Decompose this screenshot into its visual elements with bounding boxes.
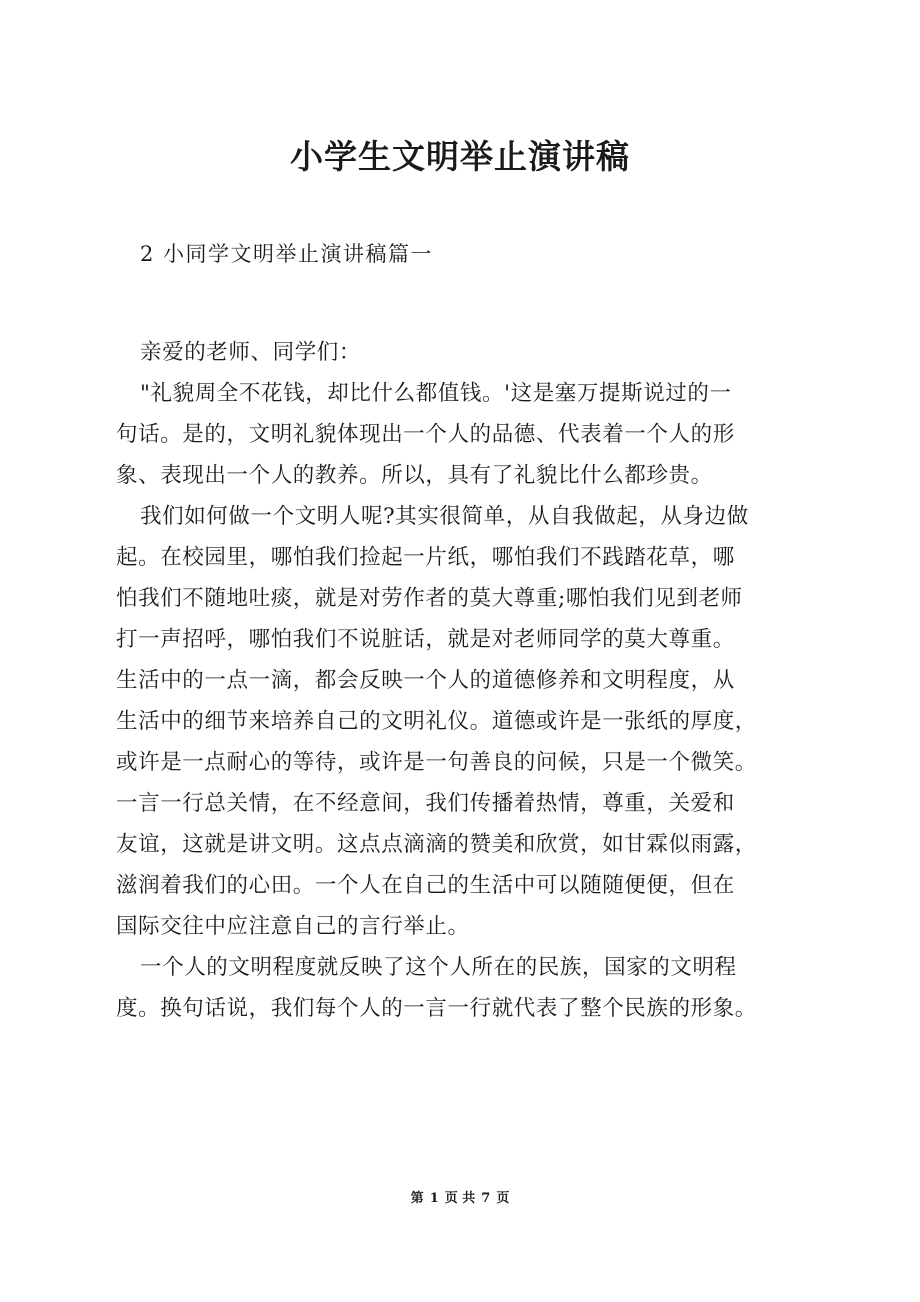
document-subtitle: 2 小同学文明举止演讲稿篇一: [140, 242, 434, 266]
body-line: 生活中的一点一滴，都会反映一个人的道德修养和文明程度，从: [116, 668, 735, 693]
footer-prefix: 第: [410, 1191, 424, 1206]
body-line: 打一声招呼，哪怕我们不说脏话，就是对老师同学的莫大尊重。: [116, 627, 735, 652]
body-line: 生活中的细节来培养自己的文明礼仪。道德或许是一张纸的厚度，: [116, 709, 757, 734]
page-footer: [0, 1188, 920, 1210]
body-line: 或许是一点耐心的等待，或许是一句善良的问候，只是一个微笑。: [116, 750, 757, 775]
body-line: 亲爱的老师、同学们：: [140, 340, 362, 365]
body-line: 我们如何做一个文明人呢?其实很简单，从自我做起，从身边做: [140, 504, 749, 529]
footer-total-pages: 7: [481, 1191, 491, 1206]
footer-middle: 页 共: [444, 1191, 476, 1206]
body-line: 度。换句话说，我们每个人的一言一行就代表了整个民族的形象。: [116, 996, 757, 1021]
body-line: 起。在校园里，哪怕我们捡起一片纸，哪怕我们不践踏花草，哪: [116, 545, 735, 570]
body-line: 国际交往中应注意自己的言行举止。: [116, 914, 470, 939]
body-line: 滋润着我们的心田。一个人在自己的生活中可以随随便便，但在: [116, 873, 735, 898]
footer-suffix: 页: [496, 1191, 510, 1206]
body-line: 友谊，这就是讲文明。这点点滴滴的赞美和欣赏，如甘霖似雨露，: [116, 832, 757, 857]
body-line: 怕我们不随地吐痰，就是对劳作者的莫大尊重;哪怕我们见到老师: [116, 586, 743, 611]
body-line: 一个人的文明程度就反映了这个人所在的民族，国家的文明程: [140, 955, 737, 980]
body-line: "礼貌周全不花钱，却比什么都值钱。'这是塞万提斯说过的一: [140, 381, 732, 406]
body-line: 一言一行总关情，在不经意间，我们传播着热情，尊重，关爱和: [116, 791, 735, 816]
footer-current-page: 1: [429, 1191, 439, 1206]
document-title: 小学生文明举止演讲稿: [290, 137, 630, 176]
document-body: [116, 332, 832, 1029]
body-line: 象、表现出一个人的教养。所以，具有了礼貌比什么都珍贵。: [116, 463, 713, 488]
body-line: 句话。是的，文明礼貌体现出一个人的品德、代表着一个人的形: [116, 422, 735, 447]
